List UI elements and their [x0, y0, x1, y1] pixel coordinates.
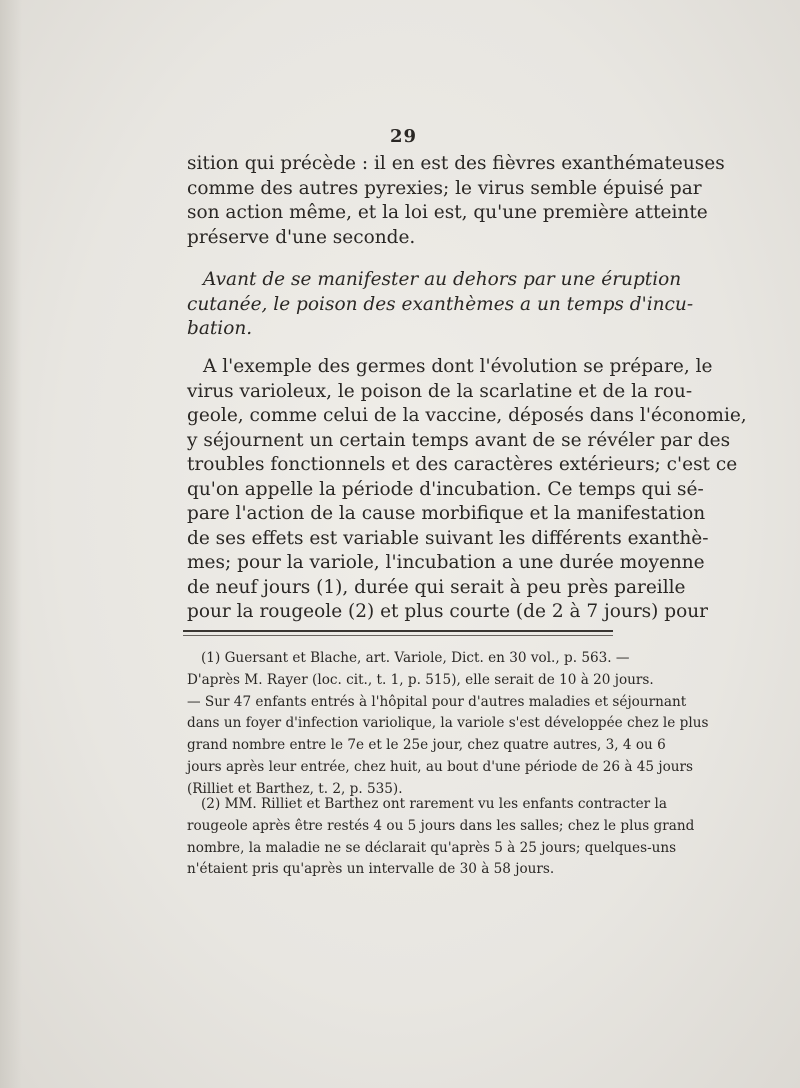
text-line: de neuf jours (1), durée qui serait à peu près pareille — [187, 576, 686, 598]
text-line: Avant de se manifester au dehors par une éruption — [203, 269, 682, 290]
text-line: pour la rougeole (2) et plus courte (de 2 à 7 jours) pour — [187, 601, 708, 622]
text-line: cutanée, le poison des exanthèmes a un temps d'incu- — [187, 293, 694, 315]
footnote-line: (Rilliet et Barthez, t. 2, p. 535). — [187, 780, 403, 797]
text-line: virus varioleux, le poison de la scarlatine et de la rou- — [187, 380, 693, 402]
footnote-line: n'étaient pris qu'après un intervalle de 30 à 58 jours. — [187, 861, 555, 878]
text-line: A l'exemple des germes dont l'évolution se prépare, le — [203, 356, 713, 377]
text-line: y séjournent un certain temps avant de se révéler par des — [187, 429, 731, 451]
text-line: comme des autres pyrexies; le virus semble épuisé par — [187, 177, 702, 199]
footnote-line: nombre, la maladie ne se déclarait qu'après 5 à 25 jours; quelques-uns — [187, 839, 677, 856]
footnote-1 — [187, 648, 709, 801]
footnote-line: D'après M. Rayer (loc. cit., t. 1, p. 515), elle serait de 10 à 20 jours. — [187, 671, 654, 688]
text-line: troubles fonctionnels et des caractères extérieurs; c'est ce — [187, 454, 738, 475]
footnote-separator-rule — [183, 630, 613, 636]
text-line: geole, comme celui de la vaccine, déposés dans l'économie, — [187, 405, 747, 426]
page-number: 29 — [390, 126, 418, 147]
text-line: sition qui précède : il en est des fièvres exanthémateuses — [187, 153, 725, 174]
paragraph-1 — [187, 152, 725, 250]
footnote-2 — [187, 794, 695, 881]
text-line: qu'on appelle la période d'incubation. Ce temps qui sé- — [187, 478, 704, 500]
binding-shadow — [0, 0, 22, 1088]
text-line: pare l'action de la cause morbifique et la manifestation — [187, 503, 706, 524]
text-line: mes; pour la variole, l'incubation a une durée moyenne — [187, 552, 705, 573]
footnote-line: — Sur 47 enfants entrés à l'hôpital pour d'autres maladies et séjournant — [187, 693, 687, 710]
text-line: préserve d'une seconde. — [187, 226, 416, 248]
text-line: son action même, et la loi est, qu'une première atteinte — [187, 202, 708, 223]
text-line: bation. — [187, 318, 253, 339]
footnote-line: dans un foyer d'infection variolique, la variole s'est développée chez le plus — [187, 715, 709, 732]
footnote-line: grand nombre entre le 7e et le 25e jour, chez quatre autres, 3, 4 ou 6 — [187, 737, 666, 754]
footnote-line: (1) Guersant et Blache, art. Variole, Dict. en 30 vol., p. 563. — — [201, 650, 630, 666]
footnote-line: (2) MM. Rilliet et Barthez ont rarement vu les enfants contracter la — [201, 796, 667, 812]
paragraph-2-italic-heading — [187, 268, 694, 342]
text-line: de ses effets est variable suivant les différents exanthè- — [187, 527, 709, 549]
paragraph-3 — [187, 355, 747, 625]
footnote-line: rougeole après être restés 4 ou 5 jours dans les salles; chez le plus grand — [187, 817, 695, 834]
footnote-line: jours après leur entrée, chez huit, au bout d'une période de 26 à 45 jours — [187, 758, 694, 775]
